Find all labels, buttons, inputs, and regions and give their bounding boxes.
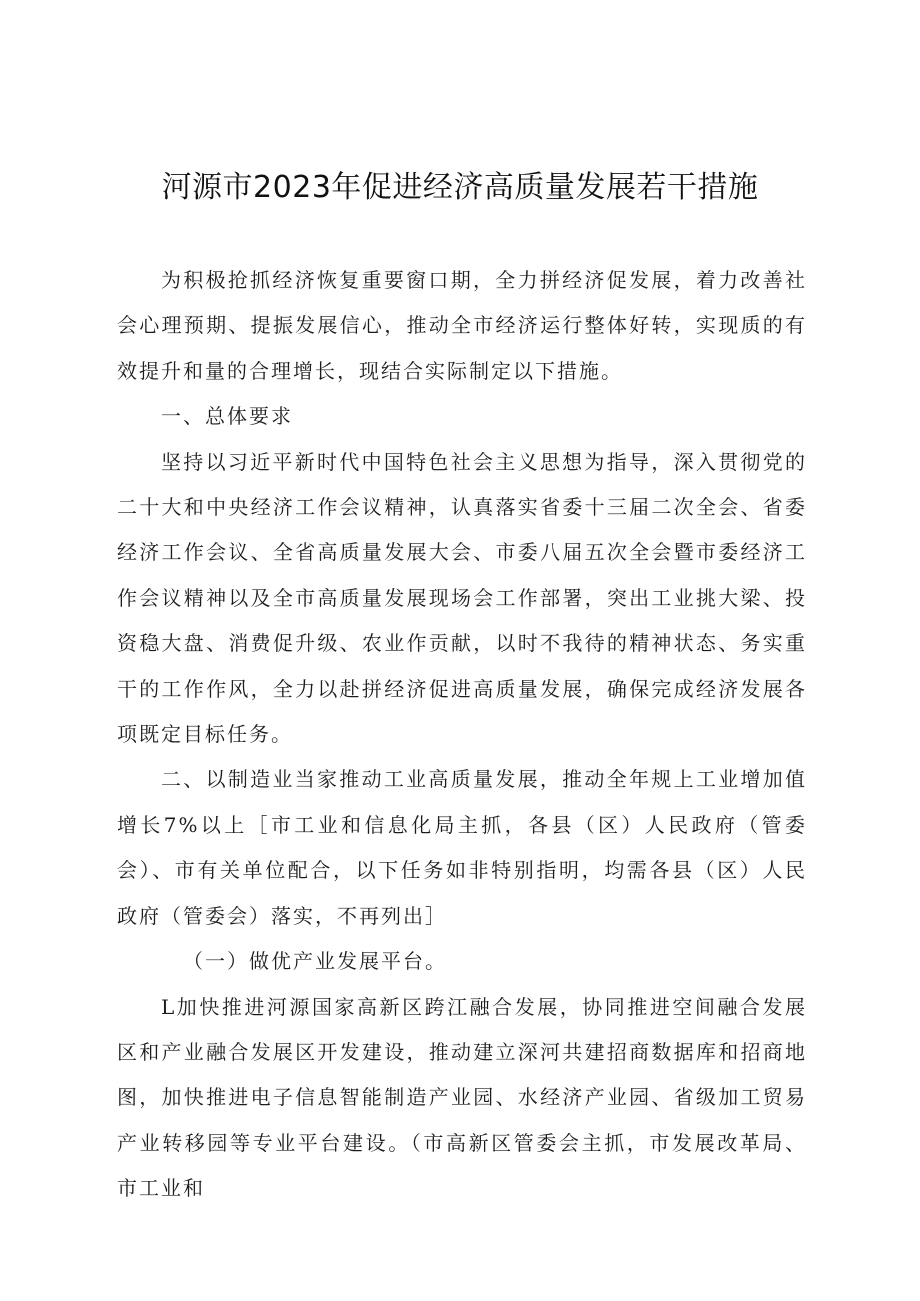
document-title: 河源市2023年促进经济高质量发展若干措施 <box>161 170 759 205</box>
section-heading-general-requirements: 一、总体要求 <box>161 404 293 429</box>
general-requirements-paragraph: 坚持以习近平新时代中国特色社会主义思想为指导，深入贯彻党的二十大和中央经济工作会议精神，认真落实省委十三届二次全会、省委经济工作会议、全省高质量发展大会、市委八届五次全会暨市委经济工作会议精神以及全市高质量发展现场会工作部署，突出工业挑大梁、投资稳大盘、消费促升级、农业作贡献，以时不我待的精神状态、务实重干的工作作风，全力以赴拼经济促进高质量发展，确保完成经济发展各项既定目标任务。 <box>117 449 807 747</box>
item-1-paragraph: L加快推进河源国家高新区跨江融合发展，协同推进空间融合发展区和产业融合发展区开发建设，推动建立深河共建招商数据库和招商地图，加快推进电子信息智能制造产业园、水经济产业园、省级加工贸易产业转移园等专业平台建设。（市高新区管委会主抓，市发展改革局、市工业和 <box>117 994 807 1201</box>
document-body <box>117 258 807 1212</box>
intro-paragraph: 为积极抢抓经济恢复重要窗口期，全力拼经济促发展，着力改善社会心理预期、提振发展信心，推动全市经济运行整体好转，实现质的有效提升和量的合理增长，现结合实际制定以下措施。 <box>117 268 807 383</box>
subsection-heading-industry-platform: （一）做优产业发展平台。 <box>183 949 447 974</box>
section-heading-manufacturing: 二、以制造业当家推动工业高质量发展，推动全年规上工业增加值增长7%以上［市工业和信息化局主抓，各县（区）人民政府（管委会）、市有关单位配合，以下任务如非特别指明，均需各县（区）人民政府（管委会）落实，不再列出］ <box>117 767 807 928</box>
